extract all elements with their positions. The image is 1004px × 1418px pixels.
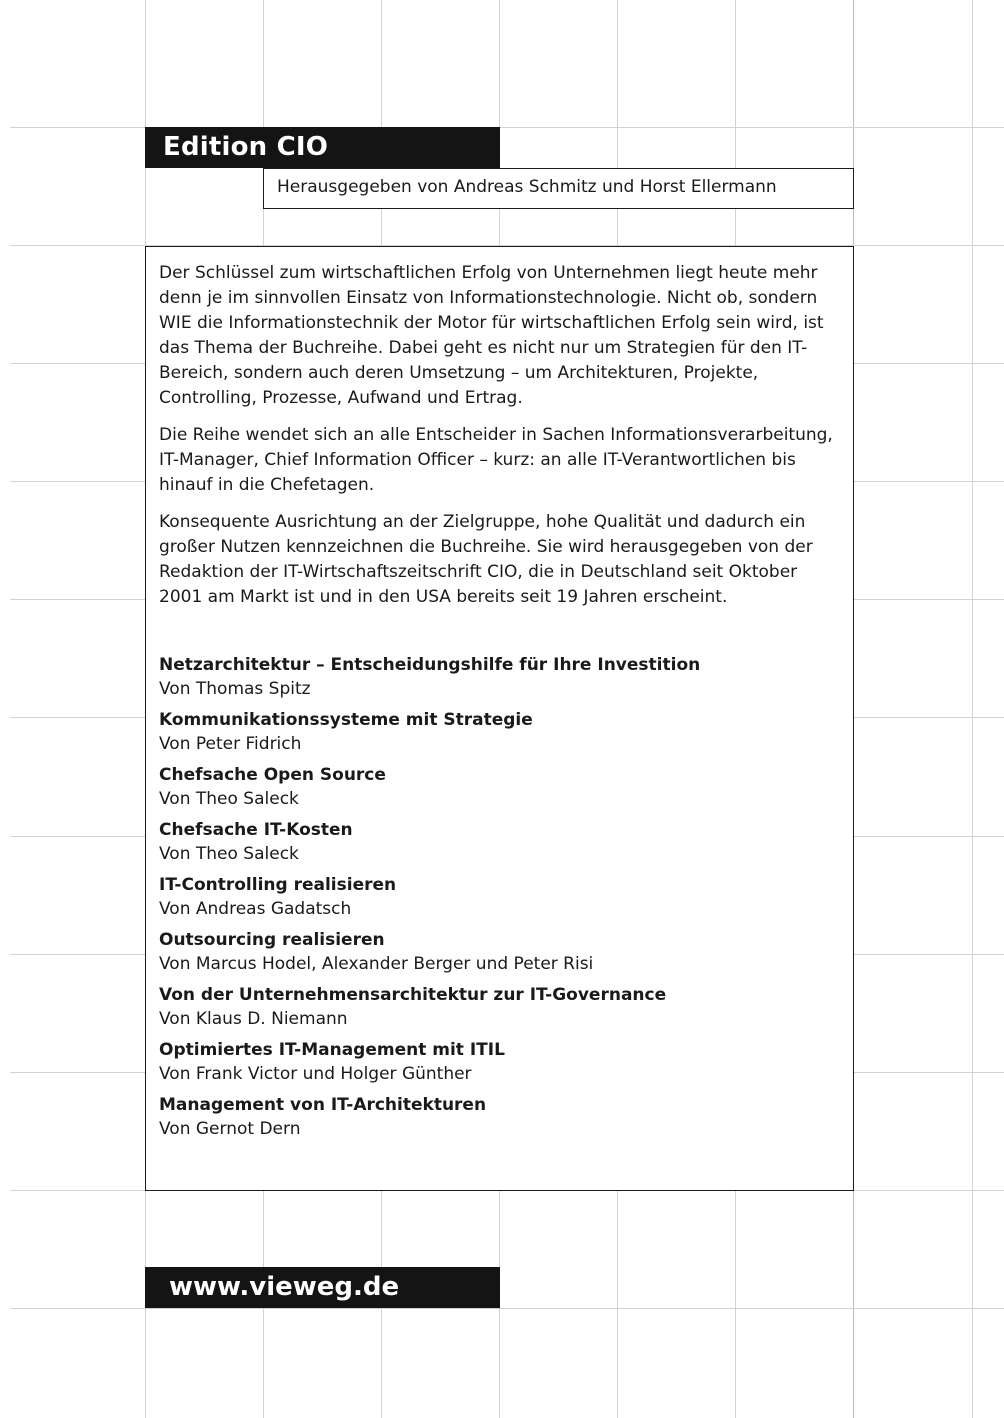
list-item [159, 709, 841, 756]
book-title: Von der Unternehmensarchitektur zur IT-Governance [159, 985, 667, 1005]
editors-line: Herausgegeben von Andreas Schmitz und Horst Ellermann [263, 168, 854, 209]
book-title: Management von IT-Architekturen [159, 1095, 487, 1115]
grid-line [10, 1308, 1004, 1309]
intro-paragraph: Die Reihe wendet sich an alle Entscheider in Sachen Informationsverarbeitung, IT-Manager, Chief Information Officer – kurz: an alle IT-Verantwortlichen bis hinauf in die Chefetagen. [159, 425, 833, 495]
book-title: Netzarchitektur – Entscheidungshilfe für Ihre Investition [159, 655, 701, 675]
grid-line [972, 0, 973, 1418]
book-author: Von Frank Victor und Holger Günther [159, 1063, 472, 1084]
intro-paragraph: Konsequente Ausrichtung an der Zielgruppe, hohe Qualität und dadurch ein großer Nutzen kennzeichnen die Buchreihe. Sie wird herausgegeben von der Redaktion der IT-Wirtschaftszeitschrift CIO, die in Deutschland seit Oktober 2001 am Markt ist und in den USA bereits seit 19 Jahren erscheint. [159, 512, 813, 607]
book-title: Outsourcing realisieren [159, 930, 385, 950]
book-author: Von Andreas Gadatsch [159, 898, 352, 919]
book-author: Von Klaus D. Niemann [159, 1008, 348, 1029]
book-author: Von Marcus Hodel, Alexander Berger und Peter Risi [159, 953, 594, 974]
list-item [159, 1039, 841, 1086]
book-author: Von Theo Saleck [159, 843, 299, 864]
list-item [159, 819, 841, 866]
list-item [159, 984, 841, 1031]
book-list [159, 654, 841, 1141]
content-panel [145, 246, 854, 1191]
book-author: Von Thomas Spitz [159, 678, 311, 699]
book-title: Optimiertes IT-Management mit ITIL [159, 1040, 505, 1060]
list-item [159, 1094, 841, 1141]
publisher-url: www.vieweg.de [145, 1267, 500, 1308]
book-author: Von Peter Fidrich [159, 733, 302, 754]
book-title: Chefsache IT-Kosten [159, 820, 353, 840]
book-author: Von Gernot Dern [159, 1118, 301, 1139]
list-item [159, 874, 841, 921]
intro-paragraph: Der Schlüssel zum wirtschaftlichen Erfolg von Unternehmen liegt heute mehr denn je im sinnvollen Einsatz von Informationstechnologie. Nicht ob, sondern WIE die Informationstechnik der Motor für wirtschaftlichen Erfolg sein wird, ist das Thema der Buchreihe. Dabei geht es nicht nur um Strategien für den IT-Bereich, sondern auch deren Umsetzung – um Architekturen, Projekte, Controlling, Prozesse, Aufwand und Ertrag. [159, 263, 824, 408]
book-title: Chefsache Open Source [159, 765, 386, 785]
list-item [159, 654, 841, 701]
list-item [159, 929, 841, 976]
list-item [159, 764, 841, 811]
book-title: Kommunikationssysteme mit Strategie [159, 710, 533, 730]
book-author: Von Theo Saleck [159, 788, 299, 809]
book-title: IT-Controlling realisieren [159, 875, 397, 895]
series-title: Edition CIO [145, 127, 500, 168]
